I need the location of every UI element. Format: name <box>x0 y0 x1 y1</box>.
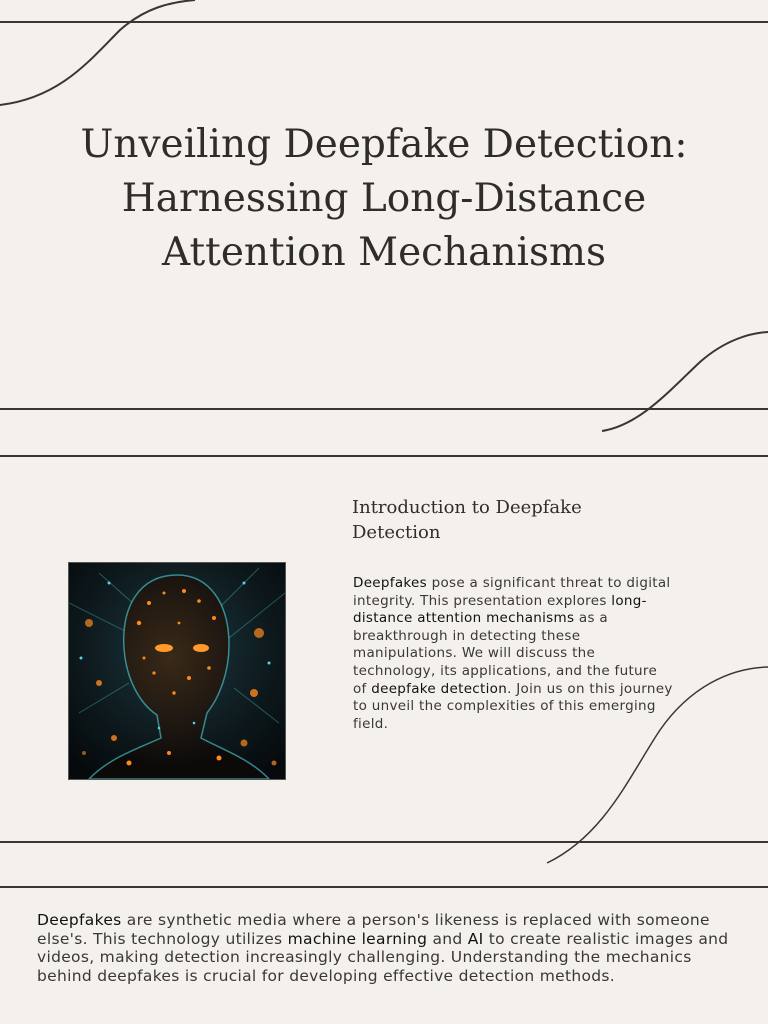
body-text-part: are synthetic media where a person's likeness is replaced with someone else's. This technology utilizes <box>37 911 710 948</box>
term-deepfakes: Deepfakes <box>353 575 427 591</box>
decorative-curve <box>600 330 768 434</box>
term-attention: long-distance attention mechanisms <box>353 592 647 627</box>
divider-line <box>0 841 768 843</box>
divider-line <box>0 455 768 457</box>
body-paragraph <box>37 911 737 985</box>
body-text-part: to create realistic images and videos, making detection increasingly challenging. Understanding the mechanics behind deepfakes is crucial for developing effective detection methods. <box>37 929 729 985</box>
intro-text-part: pose a significant threat to digital integrity. This presentation explores <box>353 575 671 609</box>
divider-line <box>0 21 768 23</box>
digital-face-image <box>68 562 286 780</box>
page-title <box>60 118 708 280</box>
divider-line <box>0 886 768 888</box>
decorative-curve <box>0 0 200 110</box>
title-line: Harnessing Long-Distance <box>121 176 647 221</box>
section-heading: Introduction to Deepfake Detection <box>352 497 582 543</box>
term-deepfakes: Deepfakes <box>37 911 122 929</box>
term-ai: AI <box>467 929 484 948</box>
title-line: Unveiling Deepfake Detection: <box>80 122 688 167</box>
intro-text-part: . Join us on this journey to unveil the complexities of this emerging field. <box>353 680 673 732</box>
divider-line <box>0 408 768 410</box>
intro-paragraph <box>353 575 673 733</box>
body-text-part: and <box>427 929 468 948</box>
title-line: Attention Mechanisms <box>162 230 606 275</box>
intro-text-part: as a breakthrough in detecting these manipulations. We will discuss the technology, its applications, and the future of <box>353 610 658 697</box>
term-ml: machine learning <box>287 929 428 948</box>
term-detection: deepfake detection <box>371 680 508 697</box>
